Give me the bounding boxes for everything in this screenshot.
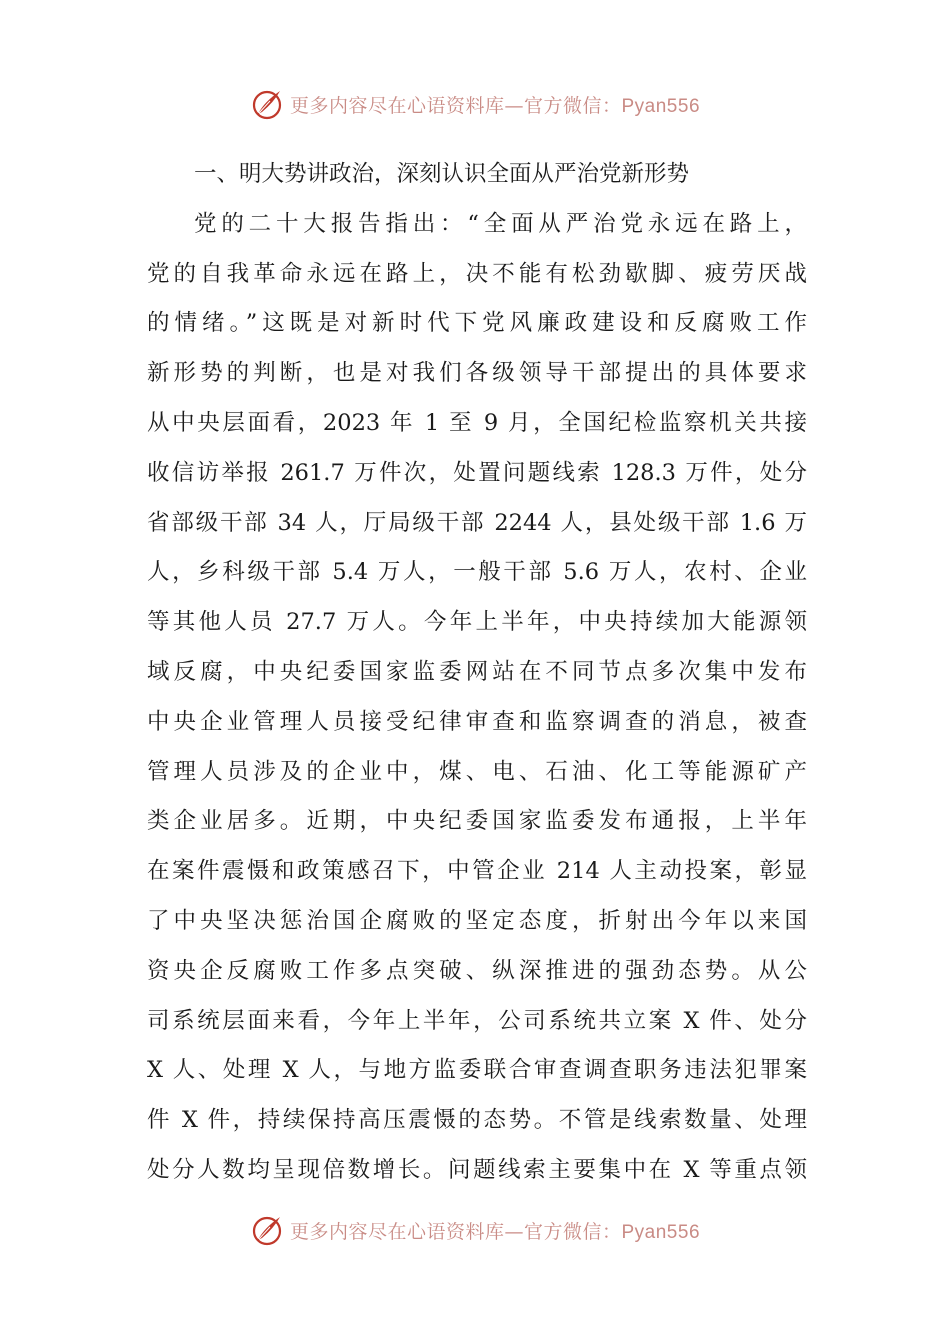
- paragraph-line: 党的二十大报告指出：“全面从严治党永远在路上，: [194, 210, 807, 237]
- paragraph-line: 了中央坚决惩治国企腐败的坚定态度，折射出今年以来国: [147, 907, 807, 934]
- paragraph-line: 类企业居多。近期，中央纪委国家监委发布通报，上半年: [147, 808, 807, 835]
- paragraph-line: 收信访举报 261.7 万件次，处置问题线索 128.3 万件，处分: [147, 459, 807, 486]
- watermark-text: 更多内容尽在心语资料库—官方微信：Pyan556: [289, 94, 701, 117]
- paragraph-line: 等其他人员 27.7 万人。今年上半年，中央持续加大能源领: [147, 609, 807, 636]
- paragraph-line: 的情绪。”这既是对新时代下党风廉政建设和反腐败工作: [147, 310, 807, 337]
- paragraph-line: 中央企业管理人员接受纪律审查和监察调查的消息，被查: [147, 708, 807, 735]
- paragraph-line: 管理人员涉及的企业中，煤、电、石油、化工等能源矿产: [147, 758, 807, 785]
- paragraph-line: 域反腐，中央纪委国家监委网站在不同节点多次集中发布: [147, 658, 807, 685]
- quill-pen-icon: [250, 86, 286, 122]
- paragraph-line: 新形势的判断，也是对我们各级领导干部提出的具体要求: [147, 360, 807, 387]
- footer-watermark: [0, 1210, 950, 1250]
- paragraph-line: 党的自我革命永远在路上，决不能有松劲歇脚、疲劳厌战: [147, 260, 807, 287]
- paragraph-line: 资央企反腐败工作多点突破、纵深推进的强劲态势。从公: [147, 957, 807, 984]
- wechat-id: Pyan556: [621, 95, 701, 117]
- paragraph-line: 人，乡科级干部 5.4 万人，一般干部 5.6 万人，农村、企业: [147, 559, 807, 586]
- wechat-id: Pyan556: [621, 1221, 701, 1243]
- header-watermark: [0, 84, 950, 124]
- paragraph-line: 在案件震慑和政策感召下，中管企业 214 人主动投案，彰显: [147, 858, 807, 885]
- paragraph-line: X 人、处理 X 人，与地方监委联合审查调查职务违法犯罪案: [147, 1057, 807, 1084]
- document-body: [147, 150, 807, 1196]
- paragraph-line: 从中央层面看，2023 年 1 至 9 月，全国纪检监察机关共接: [147, 409, 807, 436]
- paragraph-line: 处分人数均呈现倍数增长。问题线索主要集中在 X 等重点领: [147, 1156, 807, 1183]
- quill-pen-icon: [250, 1212, 286, 1248]
- paragraph-line: 件 X 件，持续保持高压震慑的态势。不管是线索数量、处理: [147, 1107, 807, 1134]
- paragraph-line: 司系统层面来看，今年上半年，公司系统共立案 X 件、处分: [147, 1007, 807, 1034]
- section-heading: 一、明大势讲政治，深刻认识全面从严治党新形势: [194, 161, 690, 187]
- paragraph-line: 省部级干部 34 人，厅局级干部 2244 人，县处级干部 1.6 万: [147, 509, 807, 536]
- watermark-text: 更多内容尽在心语资料库—官方微信：Pyan556: [289, 1220, 701, 1243]
